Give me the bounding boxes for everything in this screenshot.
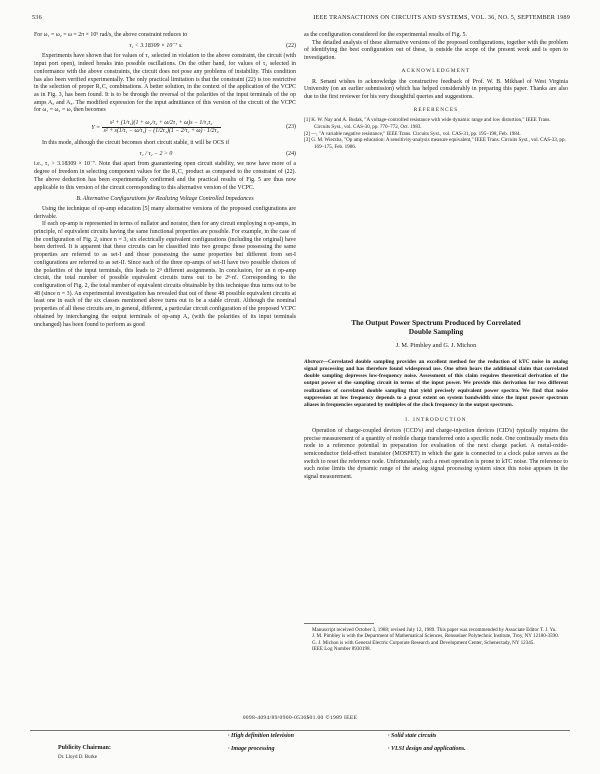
second-paper — [304, 318, 568, 482]
footer-rule — [30, 730, 570, 731]
paper-authors: J. M. Pimbley and G. J. Michon — [395, 342, 477, 349]
ad-mid-1: · High definition television — [228, 733, 295, 739]
footnotes — [304, 623, 568, 653]
equation-23-numerator: s² + (1/τ₁)(1 + ω₂/τ₂ + ω/2τ₁ + ω)s − 1/τ₁τ₂ — [102, 120, 221, 128]
abstract-text: —Correlated double sampling provides an excellent method for the reduction of kTC noise in analog signal processing and has therefore found widespread use. One often hears the additional claim that correlated double sampling depresses low-frequency noise. Assessment of this claim requires theoretical derivation of the output power of the sampling circuit in terms of the input power. We provide this derivation for two different realizations of correlated double sampling that yield precisely equivalent power spectra. We find that noise suppression at low frequency depends to a great extent on system bandwidth since the input power spectrum aliases in frequencies separated by multiples of the clock frequency in the output spectrum. — [304, 358, 568, 408]
ad-right-1: · Solid state circuits — [388, 733, 437, 739]
references-heading: REFERENCES — [413, 106, 459, 113]
ad-right-2: · VLSI design and applications. — [388, 746, 466, 752]
equation-22-number: (22) — [286, 42, 296, 49]
left-para-4: Using the technique of op-amp education [5] many alternative versions of the proposed configurations are derivable. — [34, 205, 296, 220]
left-para-1: Experiments have shown that for values of τ₁ selected in violation to the above constraint, the circuit (with input port open), indeed breaks into possible oscillations. On the other hand, for values of τ₁ selected in conformance with the above constraints, the circuit does not pose any problems of instability. This condition has also been verified experimentally. The only practical limitation is that the constraint (22) is too restrictive in the selection of proper R₁C₁ combinations. A better solution, in the context of the application of the VCPC as in Fig. 3, has been found. It is to be through the reversal of the polarities of the input terminals of the op amps A₂ and A₃. The modified expression for the input admittance of this version of the circuit of the VCPC for ω₁ = ω₂ = ω, then becomes — [34, 53, 296, 114]
footnote-author-2: G. J. Michon is with General Electric Corporate Research and Development Center, Schenectady, NY 12345. — [312, 639, 535, 646]
reference-item: [2] —, "A variable negative resistance," IEEE Trans. Circuits Syst., vol. CAS-31, pp. 195–198, Feb. 1984. — [304, 130, 521, 137]
introduction-heading: I. INTRODUCTION — [405, 417, 467, 424]
equation-23-number: (23) — [286, 123, 296, 130]
left-para-2: In this mode, although the circuit becomes short circuit stable, it will be OCS if — [42, 140, 230, 147]
abstract — [304, 359, 568, 409]
left-para-3: i.e., τ₁ > 3.18309 × 10⁻⁷. Note that apart from guaranteeing open circuit stability, we now have more of a degree of freedom in selecting component values for the R₁C₁ product as compared to the constraint of (22). The above deduction has been experimentally confirmed and the practical results of Fig. 5 are thus now applicable to this version of the circuit corresponding to this alternative version of the VCPC. — [34, 161, 296, 191]
right-para-top: as the configuration considered for the experimental results of Fig. 5. — [304, 32, 467, 38]
right-para-detail: The detailed analysis of these alternative versions of the proposed configurations, together with the problem of identifying the best configuration out of these, is outside the scope of the present work and is open to investigation. — [304, 39, 568, 62]
page-number: 536 — [32, 14, 42, 21]
ad-left-1: Publicity Chairman: — [58, 745, 111, 751]
equation-23-denominator: s² + s(1/τ₁ − ω/τ₁) − (1/2τ₁)(1 − 2/τ₂ + ω) · 1/2τ₂ — [103, 128, 219, 135]
page-header — [30, 14, 570, 28]
equation-24-number: (24) — [286, 150, 296, 157]
left-para-5: If each op-amp is represented in terms of nullator and norator, then for any circuit employing n op-amps, in principle, n! equivalent circuits having the same functional properties are possible. For example, in the case of the configuration of Fig. 2, since n = 3, six electrically equivalent configurations (including the original) have been derived. It is apparent that these circuits can be classified into two groups: those possessing the same properties are referred to as set-I and those possessing the same properties but different from set-I configurations are referred to as set-II. Since each of the three op-amps of set-II have two possible choices of the polarities of the input terminals, this leads to 2³ different assignments. In conclusion, for an n op-amp circuit, the total number of possible equivalent circuits turns out to be 2ⁿ·n!. Corresponding to the configuration of Fig. 2, the total number of equivalent circuits obtainable by this technique thus turns out to be 48 (since n = 3). An experimental investigation has revealed that out of these 48 possible equivalent circuits at least one in each of the six classes mentioned above turns out to be a stable circuit. Although the nominal properties of all these circuits are, in general, different, a particular circuit configuration of the proposed VCPC obtained by interchanging the output terminals of op-amp A₃ (with the polarities of its input terminals unchanged) has been found to perform as good — [34, 221, 296, 328]
equation-24 — [34, 151, 296, 159]
left-intro: For ω₁ = ω₂ = ω = 2π × 10⁵ rad/s, the above constraint reduces to — [34, 32, 188, 38]
journal-title: IEEE TRANSACTIONS ON CIRCUITS AND SYSTEMS, VOL. 36, NO. 5, SEPTEMBER 1989 — [313, 14, 570, 21]
footnote-rule — [304, 623, 374, 624]
ad-mid-2: · Image processing — [228, 746, 275, 752]
reference-item: [1] K. W. Nay and A. Budak, "A voltage-controlled resistance with wide dynamic range and low distortion," IEEE Trans. Circuits Syst., vol. CAS-30, pp. 770–772, Oct. 1983. — [304, 117, 551, 130]
equation-23-lhs: Y — [91, 124, 95, 131]
equation-23-fraction — [102, 120, 221, 135]
acknowledgment-heading: ACKNOWLEDGMENT — [401, 67, 471, 74]
footnote-log: IEEE Log Number 8930198. — [312, 646, 371, 653]
copyright-code: 0098-4094/89/0900-0536$01.00 ©1989 IEEE — [242, 715, 358, 721]
equation-24-body: τ₁ / τ₂ − 2 > 0 — [139, 150, 173, 157]
paper-title: The Output Power Spectrum Produced by Correlated Double Sampling — [351, 318, 521, 336]
section-b-heading: B. Alternative Configurations for Realizing Voltage Controlled Impedances — [76, 196, 254, 203]
introduction-text: Operation of charge-coupled devices (CCD's) and charge-injection devices (CID's) typically requires the precise measurement of a quantity of mobile charge transferred onto a specific node. One continually resets this node to a reference potential in preparation for evaluation of the next charge packet. A metal-oxide-semiconductor field-effect transistor (MOSFET) in which the gate is connected to a clock pulse serves as the switch to reset the reference node. Unfortunately, such a reset operation is prone to kTC noise. The reference to such noise limits the dynamic range of the analog signal processing system since this noise appears in the signal measurement. — [304, 427, 568, 481]
equation-22-body: τ₁ < 3.18309 × 10⁻⁷ s. — [129, 42, 183, 49]
left-column — [34, 32, 296, 329]
ad-left-2: Dr. Lloyd D. Burke — [58, 755, 98, 760]
footnote-manuscript: Manuscript received October 3, 1988; revised July 12, 1989. This paper was recommended by Associate Editor T. J. Yu. — [312, 627, 557, 633]
abstract-lead: Abstract — [304, 358, 323, 365]
right-column-top — [304, 32, 568, 150]
equation-22 — [34, 43, 296, 51]
equation-23: Y = $\frac{\text{s² + (1/τ₁)(1 + ω₂/τ₂ + ω/2τ₁ + ω)s − 1/τ₁τ₂}}{\text{s² + s(1/τ₁ − ω/τ₁) − (1/2τ₁)(1 − 2/τ₂ + ω) · 1/2τ₂}}$ (23) — [91, 120, 296, 135]
reference-item: [3] G. M. Wierzba, "Op amp education: A sensitivity-analysis measure equivalent," IEEE Trans. Circuits Syst., vol. CAS-33, pp. 169–175, Feb. 1986. — [304, 137, 566, 150]
references-list — [304, 117, 568, 150]
footnote-author-1: J. M. Pimbley is with the Department of Mathematical Sciences, Rensselaer Polytechnic Institute, Troy, NY 12180-3590. — [312, 633, 559, 640]
acknowledgment-text: R. Senani wishes to acknowledge the constructive feedback of Prof. W. B. Mikhael of West Virginia University (on an earlier submission) which has helped considerably in preparing this paper. Thanks are also due to the first reviewer for his very thoughtful queries and suggestions. — [304, 78, 568, 100]
footer-ad-strip — [30, 730, 570, 731]
